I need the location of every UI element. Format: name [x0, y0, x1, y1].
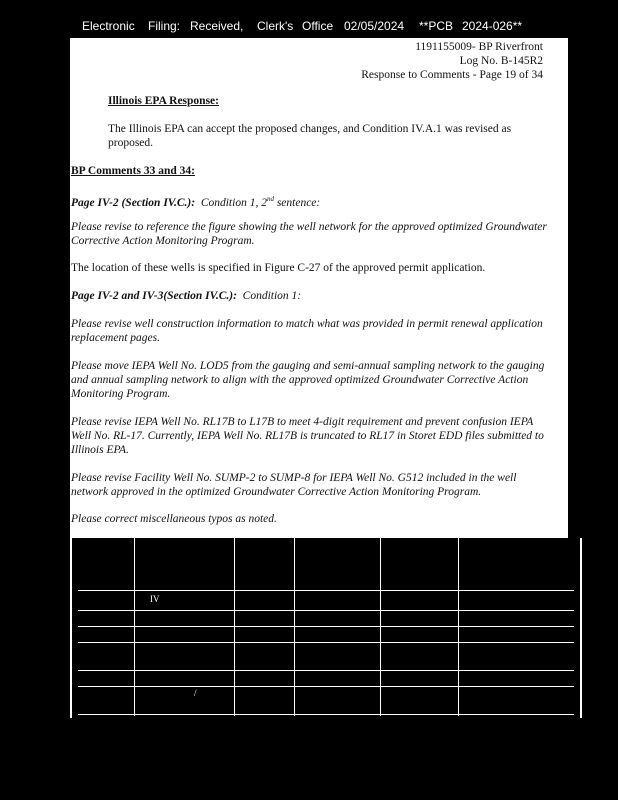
table-col-divider: [380, 538, 381, 716]
header-facility: 1191155009- BP Riverfront: [415, 41, 543, 53]
section1-sup: nd: [266, 195, 274, 203]
header-page: Response to Comments - Page 19 of 34: [361, 69, 543, 81]
header-log: Log No. B-145R2: [459, 55, 543, 67]
well-table: [70, 538, 582, 718]
table-cell-iv: IV: [150, 594, 160, 604]
stamp-clerks: Clerk's: [257, 19, 294, 33]
bp-para-7: Please correct miscellaneous typos as noted.: [71, 513, 277, 525]
stamp-electronic: Electronic: [82, 19, 135, 33]
stamp-office: Office: [302, 19, 334, 33]
table-col-divider: [234, 538, 235, 716]
section1-ref: Page IV-2 (Section IV.C.):: [71, 196, 196, 209]
document-page: [70, 38, 568, 538]
table-col-divider: [458, 538, 459, 716]
epa-response-text: The Illinois EPA can accept the proposed changes, and Condition IV.A.1 was revised as proposed.: [108, 123, 512, 149]
bp-para-4: Please move IEPA Well No. LOD5 from the gauging and semi-annual sampling network to the gauging and annual sampling network to align with the approved optimized Groundwater Corrective Action Monitoring Program.: [71, 360, 545, 400]
stamp-received: Received,: [190, 19, 244, 33]
table-row-divider: [78, 626, 574, 627]
section2-cond: Condition 1:: [242, 290, 302, 302]
stamp-docket: 2024-026**: [462, 19, 523, 33]
epa-response-heading: Illinois EPA Response:: [108, 95, 219, 107]
stamp-filing: Filing:: [148, 19, 181, 33]
bp-para-2: The location of these wells is specified in Figure C-27 of the approved permit application.: [71, 262, 486, 274]
table-row-divider: [78, 714, 574, 715]
bp-para-1: Please revise to reference the figure showing the well network for the approved optimized Groundwater Corrective Action Monitoring Program.: [71, 221, 547, 247]
section1-cond-post: sentence:: [273, 196, 321, 209]
table-row-divider: [78, 610, 574, 611]
stamp-date: 02/05/2024: [344, 19, 405, 33]
stamp-pcb: **PCB: [419, 19, 454, 33]
bp-comments-heading: BP Comments 33 and 34:: [71, 165, 195, 177]
section1-line: [71, 192, 320, 210]
section2-ref: Page IV-2 and IV-3(Section IV.C.):: [71, 290, 237, 302]
table-row-divider: [78, 642, 574, 643]
electronic-filing-stamp: [82, 19, 542, 37]
table-cell-slash: /: [194, 688, 197, 698]
section2-line: [71, 289, 301, 303]
table-row-divider: [78, 590, 574, 591]
table-col-divider: [294, 538, 295, 716]
section1-cond-pre: Condition 1, 2: [200, 196, 267, 209]
bp-para-3: Please revise well construction information to match what was provided in permit renewal application replacement pages.: [71, 318, 543, 344]
bp-para-5: Please revise IEPA Well No. RL17B to L17B to meet 4-digit requirement and prevent confusion IEPA Well No. RL-17. Currently, IEPA Well No. RL17B is truncated to RL17 in Storet EDD files submitted to Illinois EPA.: [71, 416, 544, 456]
table-row-divider: [78, 670, 574, 671]
table-col-divider: [134, 538, 135, 716]
bp-para-6: Please revise Facility Well No. SUMP-2 to SUMP-8 for IEPA Well No. G512 included in the well network approved in the optimized Groundwater Corrective Action Monitoring Program.: [71, 472, 517, 498]
table-row-divider: [78, 686, 574, 687]
